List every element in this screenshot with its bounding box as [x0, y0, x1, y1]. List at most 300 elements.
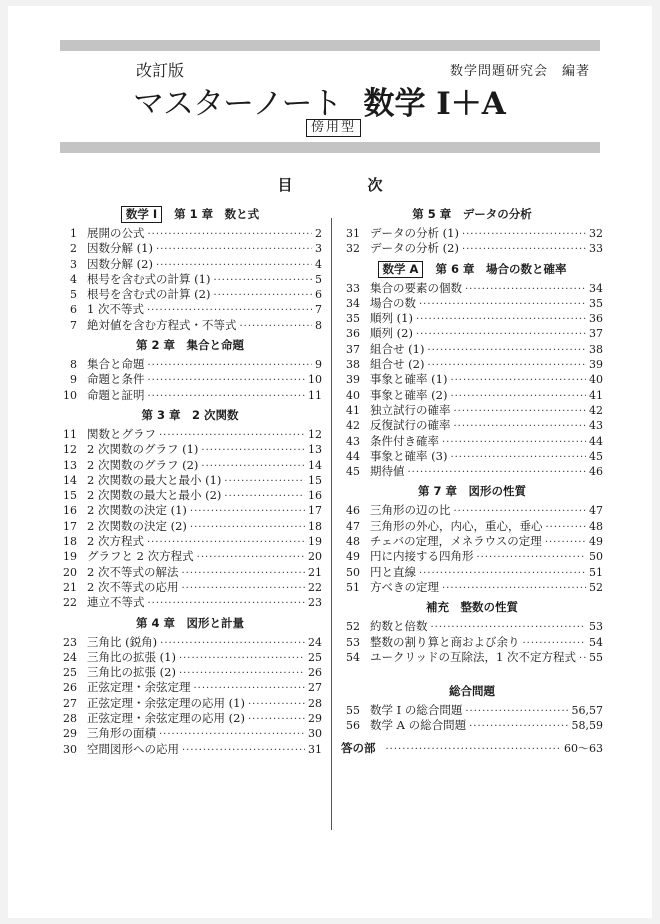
chapter-heading: [58, 206, 322, 223]
entry-number: 1: [70, 227, 77, 240]
toc-entry: [341, 296, 603, 311]
toc-entry: [58, 357, 322, 372]
toc-entry: [58, 302, 322, 317]
book-title-subject: 数学 I＋A: [363, 86, 506, 122]
toc-entry: [58, 534, 322, 549]
entry-page: 23: [308, 596, 322, 610]
dot-leader: [477, 550, 587, 565]
dot-leader: [148, 373, 306, 388]
toc-entry: [341, 418, 603, 433]
entry-page: 3: [315, 242, 322, 256]
entry-page: 18: [308, 519, 322, 533]
toc-entry: [58, 696, 322, 711]
toc-entry: [58, 241, 322, 256]
book-type-badge: 傍用型: [306, 119, 361, 137]
entry-page: 42: [589, 403, 603, 417]
entry-page: 32: [589, 227, 603, 240]
dot-leader: [156, 258, 312, 273]
dot-leader: [419, 297, 586, 312]
entry-page: 2: [315, 227, 322, 240]
toc-entry: [58, 711, 322, 726]
entry-page: 46: [589, 465, 603, 479]
toc-entry: [341, 226, 603, 241]
entry-number: 19: [63, 550, 77, 564]
entry-number: 50: [346, 565, 360, 579]
entry-title: 順列 (1): [370, 311, 413, 326]
entry-title: 正弦定理・余弦定理の応用 (1): [87, 695, 245, 710]
entry-title: 方べきの定理: [370, 579, 439, 594]
dot-leader: [454, 404, 587, 419]
toc-entry: [58, 287, 322, 302]
column-divider: [331, 218, 332, 830]
toc-entry: [341, 311, 603, 326]
toc-entry: [58, 272, 322, 287]
section-spacer: [341, 665, 603, 679]
toc-entry: [58, 549, 322, 564]
entry-title: 数学 I の総合問題: [370, 703, 463, 718]
chapter-heading: [341, 483, 603, 500]
entry-number: 38: [346, 358, 360, 372]
entry-number: 14: [63, 473, 77, 487]
entry-number: 8: [70, 358, 77, 372]
toc-entry: [58, 388, 322, 403]
toc-entry: [341, 565, 603, 580]
chapter-heading: [58, 337, 322, 354]
editor-credit: 数学問題研究会 編著: [449, 64, 590, 79]
entry-page: 29: [308, 712, 322, 726]
toc-entry: [58, 488, 322, 503]
dot-leader: [159, 727, 305, 742]
entry-title: 円と直線: [370, 564, 416, 579]
entry-number: 55: [346, 704, 360, 718]
dot-leader: [579, 651, 586, 666]
dot-leader: [201, 459, 305, 474]
entry-page: 19: [308, 535, 322, 549]
dot-leader: [224, 489, 305, 504]
entry-title: 数学 A の総合問題: [370, 718, 467, 733]
entry-number: 2: [70, 242, 77, 256]
entry-title: 整数の割り算と商および余り: [370, 634, 520, 649]
entry-page: 37: [589, 327, 603, 341]
dot-leader: [408, 465, 587, 480]
toc-entry: [58, 519, 322, 534]
entry-number: 36: [346, 327, 360, 341]
entry-title: 事象と確率 (2): [370, 387, 448, 402]
entry-number: 33: [346, 281, 360, 295]
toc-entry: [341, 241, 603, 256]
toc-entry: [58, 473, 322, 488]
entry-number: 20: [63, 565, 77, 579]
entry-title: 集合の要素の個数: [370, 280, 462, 295]
entry-page: 47: [589, 504, 603, 518]
chapter-heading: [341, 599, 603, 616]
toc-entry: [58, 503, 322, 518]
entry-page: 10: [308, 373, 322, 387]
entry-page: 43: [589, 419, 603, 433]
entry-number: 34: [346, 296, 360, 310]
subject-badge: 数学 I: [121, 206, 162, 223]
entry-title: ユークリッドの互除法，1 次不定方程式: [370, 649, 577, 664]
dot-leader: [213, 273, 312, 288]
entry-title: チェバの定理，メネラウスの定理: [370, 534, 542, 549]
dot-leader: [248, 697, 305, 712]
entry-page: 12: [308, 427, 322, 441]
dot-leader: [431, 620, 587, 635]
dot-leader: [469, 719, 568, 734]
entry-number: 48: [346, 535, 360, 549]
entry-title: 三角形の辺の比: [370, 503, 451, 518]
dot-leader: [427, 343, 586, 358]
entry-page: 21: [308, 565, 322, 579]
toc-entry: [58, 427, 322, 442]
entry-title: 展開の公式: [87, 226, 145, 240]
dot-leader: [156, 242, 312, 257]
toc-entry: [58, 257, 322, 272]
toc-entry: [58, 665, 322, 680]
chapter-title: 第 6 章 場合の数と確率: [435, 261, 567, 276]
entry-page: 11: [308, 388, 322, 402]
entry-title: 組合せ (1): [370, 341, 425, 356]
toc-entry: [341, 434, 603, 449]
dot-leader: [148, 389, 306, 404]
dot-leader: [523, 636, 587, 651]
toc-entry: [58, 726, 322, 741]
entry-title: 事象と確率 (3): [370, 448, 448, 463]
document-page: [8, 6, 652, 918]
dot-leader: [148, 596, 306, 611]
chapter-heading: [341, 261, 603, 278]
header-bottom-bar: [60, 142, 600, 153]
dot-leader: [181, 581, 305, 596]
entry-number: 43: [346, 434, 360, 448]
entry-number: 12: [63, 443, 77, 457]
entry-page: 15: [308, 473, 322, 487]
entry-title: 場合の数: [370, 295, 416, 310]
subject-badge: 数学 A: [378, 261, 424, 278]
answers-page: 60～63: [564, 741, 603, 755]
toc-left-column: [58, 206, 322, 757]
toc-entry: [58, 372, 322, 387]
entry-title: 因数分解 (2): [87, 256, 153, 271]
toc-entry: [341, 503, 603, 518]
dot-leader: [194, 681, 306, 696]
dot-leader: [182, 743, 305, 758]
dot-leader: [450, 450, 586, 465]
answers-title: 答の部: [341, 740, 376, 755]
entry-number: 51: [346, 580, 360, 594]
entry-title: データの分析 (1): [370, 226, 459, 240]
book-title-main: マスターノート: [133, 86, 342, 122]
dot-leader: [148, 227, 313, 242]
entry-page: 51: [589, 565, 603, 579]
dot-leader: [147, 303, 312, 318]
toc-entry: [58, 442, 322, 457]
toc-right-column: [341, 206, 603, 756]
entry-number: 29: [63, 727, 77, 741]
dot-leader: [190, 504, 305, 519]
entry-page: 6: [315, 288, 322, 302]
entry-title: 命題と証明: [87, 387, 145, 402]
entry-title: 2 次関数の決定 (1): [87, 503, 187, 518]
entry-page: 54: [589, 635, 603, 649]
toc-entry: [58, 565, 322, 580]
entry-title: 順列 (2): [370, 326, 413, 341]
entry-number: 37: [346, 342, 360, 356]
chapter-title: 第 2 章 集合と命題: [135, 338, 244, 353]
entry-title: 独立試行の確率: [370, 402, 451, 417]
entry-title: 正弦定理・余弦定理の応用 (2): [87, 711, 245, 726]
dot-leader: [465, 704, 568, 719]
dot-leader: [190, 520, 305, 535]
dot-leader: [179, 666, 305, 681]
entry-page: 28: [308, 696, 322, 710]
entry-title: 条件付き確率: [370, 433, 439, 448]
toc-entry: [341, 703, 603, 718]
entry-title: 絶対値を含む方程式・不等式: [87, 317, 237, 332]
dot-leader: [147, 535, 305, 550]
dot-leader: [201, 443, 305, 458]
entry-number: 7: [70, 318, 77, 332]
entry-page: 8: [315, 318, 322, 332]
entry-title: 因数分解 (1): [87, 241, 153, 256]
entry-title: 三角形の外心，内心，重心，垂心: [370, 518, 543, 533]
entry-page: 48: [589, 519, 603, 533]
toc-entry: [341, 718, 603, 733]
entry-number: 21: [63, 580, 77, 594]
entry-number: 52: [346, 620, 360, 634]
entry-page: 33: [589, 242, 603, 256]
entry-page: 25: [308, 650, 322, 664]
dot-leader: [240, 319, 313, 334]
entry-number: 10: [63, 388, 77, 402]
entry-page: 58,59: [571, 719, 603, 733]
toc-entry: [341, 342, 603, 357]
entry-title: 根号を含む式の計算 (2): [87, 287, 211, 302]
entry-number: 26: [63, 681, 77, 695]
dot-leader: [465, 282, 586, 297]
entry-page: 20: [308, 550, 322, 564]
entry-title: 2 次関数のグラフ (2): [87, 457, 199, 472]
toc-entry: [58, 580, 322, 595]
entry-title: 期待値: [370, 464, 405, 479]
toc-entry: [341, 534, 603, 549]
entry-number: 35: [346, 312, 360, 326]
chapter-title: 第 3 章 2 次関数: [141, 407, 239, 422]
entry-title: データの分析 (2): [370, 241, 459, 256]
dot-leader: [442, 435, 586, 450]
entry-number: 41: [346, 403, 360, 417]
toc-heading: 目 次: [277, 176, 413, 194]
entry-page: 36: [589, 312, 603, 326]
chapter-heading: [341, 683, 603, 700]
entry-number: 53: [346, 635, 360, 649]
entry-title: 2 次関数の決定 (2): [87, 518, 187, 533]
toc-entry: [58, 318, 322, 333]
toc-entry: [58, 458, 322, 473]
entry-page: 24: [308, 635, 322, 649]
toc-entry: [341, 519, 603, 534]
entry-number: 13: [63, 458, 77, 472]
entry-number: 45: [346, 465, 360, 479]
entry-title: 集合と命題: [87, 357, 145, 372]
entry-title: 関数とグラフ: [87, 426, 156, 441]
dot-leader: [416, 327, 586, 342]
edition-label: 改訂版: [136, 61, 185, 80]
entry-page: 39: [589, 358, 603, 372]
toc-entry: [341, 372, 603, 387]
dot-leader: [546, 520, 587, 535]
dot-leader: [454, 419, 587, 434]
dot-leader: [386, 742, 562, 758]
entry-page: 50: [589, 550, 603, 564]
entry-number: 18: [63, 535, 77, 549]
chapter-title: 補充 整数の性質: [426, 600, 518, 615]
dot-leader: [248, 712, 305, 727]
book-title: [133, 78, 506, 123]
toc-entry: [341, 403, 603, 418]
dot-leader: [159, 428, 305, 443]
toc-entry: [58, 635, 322, 650]
entry-number: 9: [70, 373, 77, 387]
entry-title: 連立不等式: [87, 595, 145, 610]
entry-number: 49: [346, 550, 360, 564]
entry-page: 49: [589, 535, 603, 549]
header-top-bar: [60, 40, 600, 51]
entry-page: 38: [589, 342, 603, 356]
dot-leader: [427, 358, 586, 373]
dot-leader: [419, 566, 586, 581]
dot-leader: [462, 227, 586, 242]
entry-title: 2 次関数の最大と最小 (1): [87, 472, 222, 487]
entry-title: 2 次関数のグラフ (1): [87, 442, 199, 457]
entry-page: 31: [308, 742, 322, 756]
entry-page: 13: [308, 443, 322, 457]
entry-number: 54: [346, 650, 360, 664]
entry-page: 45: [589, 449, 603, 463]
entry-title: 正弦定理・余弦定理: [87, 680, 191, 695]
entry-title: 円に内接する四角形: [370, 549, 474, 564]
entry-page: 4: [315, 257, 322, 271]
entry-title: 2 次関数の最大と最小 (2): [87, 488, 222, 503]
chapter-heading: [58, 615, 322, 632]
toc-entry: [341, 549, 603, 564]
toc-entry: [341, 357, 603, 372]
toc-entry: [58, 680, 322, 695]
entry-number: 31: [346, 227, 360, 240]
entry-page: 53: [589, 620, 603, 634]
entry-title: 命題と条件: [87, 372, 145, 387]
entry-page: 52: [589, 580, 603, 594]
entry-page: 44: [589, 434, 603, 448]
toc-entry: [58, 226, 322, 241]
dot-leader: [197, 550, 305, 565]
dot-leader: [181, 566, 305, 581]
entry-number: 24: [63, 650, 77, 664]
dot-leader: [224, 474, 305, 489]
entry-number: 17: [63, 519, 77, 533]
entry-page: 9: [315, 358, 322, 372]
entry-page: 30: [308, 727, 322, 741]
entry-title: 三角比の拡張 (1): [87, 649, 176, 664]
entry-title: 約数と倍数: [370, 619, 428, 634]
entry-page: 26: [308, 666, 322, 680]
entry-number: 30: [63, 742, 77, 756]
toc-entry: [341, 619, 603, 634]
entry-title: 三角比の拡張 (2): [87, 665, 176, 680]
entry-page: 41: [589, 388, 603, 402]
entry-number: 5: [70, 288, 77, 302]
dot-leader: [450, 373, 586, 388]
entry-number: 56: [346, 719, 360, 733]
entry-page: 7: [315, 303, 322, 317]
entry-page: 17: [308, 504, 322, 518]
entry-number: 46: [346, 504, 360, 518]
entry-number: 15: [63, 489, 77, 503]
entry-number: 3: [70, 257, 77, 271]
entry-number: 44: [346, 449, 360, 463]
entry-page: 40: [589, 373, 603, 387]
toc-entry: [58, 650, 322, 665]
toc-entry: [58, 742, 322, 757]
chapter-title: 第 7 章 図形の性質: [417, 484, 526, 499]
dot-leader: [442, 581, 586, 596]
entry-number: 39: [346, 373, 360, 387]
entry-title: 空間図形への応用: [87, 741, 179, 756]
entry-page: 34: [589, 281, 603, 295]
entry-number: 27: [63, 696, 77, 710]
toc-entry: [341, 635, 603, 650]
entry-title: 三角比 (鋭角): [87, 634, 158, 649]
entry-title: グラフと 2 次方程式: [87, 549, 194, 564]
chapter-title: 第 5 章 データの分析: [412, 207, 532, 221]
dot-leader: [148, 358, 313, 373]
chapter-heading: [341, 206, 603, 223]
dot-leader: [179, 651, 305, 666]
chapter-title: 第 4 章 図形と計量: [135, 615, 244, 630]
entry-number: 11: [63, 427, 77, 441]
toc-entry: [341, 464, 603, 479]
toc-entry: [341, 650, 603, 665]
entry-page: 56,57: [571, 704, 603, 718]
entry-title: 組合せ (2): [370, 357, 425, 372]
entry-title: 2 次不等式の応用: [87, 579, 179, 594]
toc-entry: [58, 595, 322, 610]
dot-leader: [416, 312, 586, 327]
entry-number: 40: [346, 388, 360, 402]
entry-number: 47: [346, 519, 360, 533]
entry-title: 事象と確率 (1): [370, 372, 448, 387]
entry-number: 23: [63, 635, 77, 649]
entry-title: 三角形の面積: [87, 726, 156, 741]
entry-page: 22: [308, 580, 322, 594]
entry-number: 16: [63, 504, 77, 518]
entry-title: 1 次不等式: [87, 302, 144, 317]
entry-number: 28: [63, 712, 77, 726]
entry-number: 32: [346, 242, 360, 256]
dot-leader: [545, 535, 586, 550]
entry-page: 16: [308, 489, 322, 503]
chapter-heading: [58, 407, 322, 424]
entry-number: 25: [63, 666, 77, 680]
toc-entry: [341, 449, 603, 464]
entry-title: 2 次方程式: [87, 534, 144, 549]
entry-number: 22: [63, 596, 77, 610]
entry-number: 4: [70, 272, 77, 286]
entry-number: 42: [346, 419, 360, 433]
dot-leader: [454, 504, 587, 519]
dot-leader: [462, 242, 586, 257]
toc-entry: [341, 580, 603, 595]
